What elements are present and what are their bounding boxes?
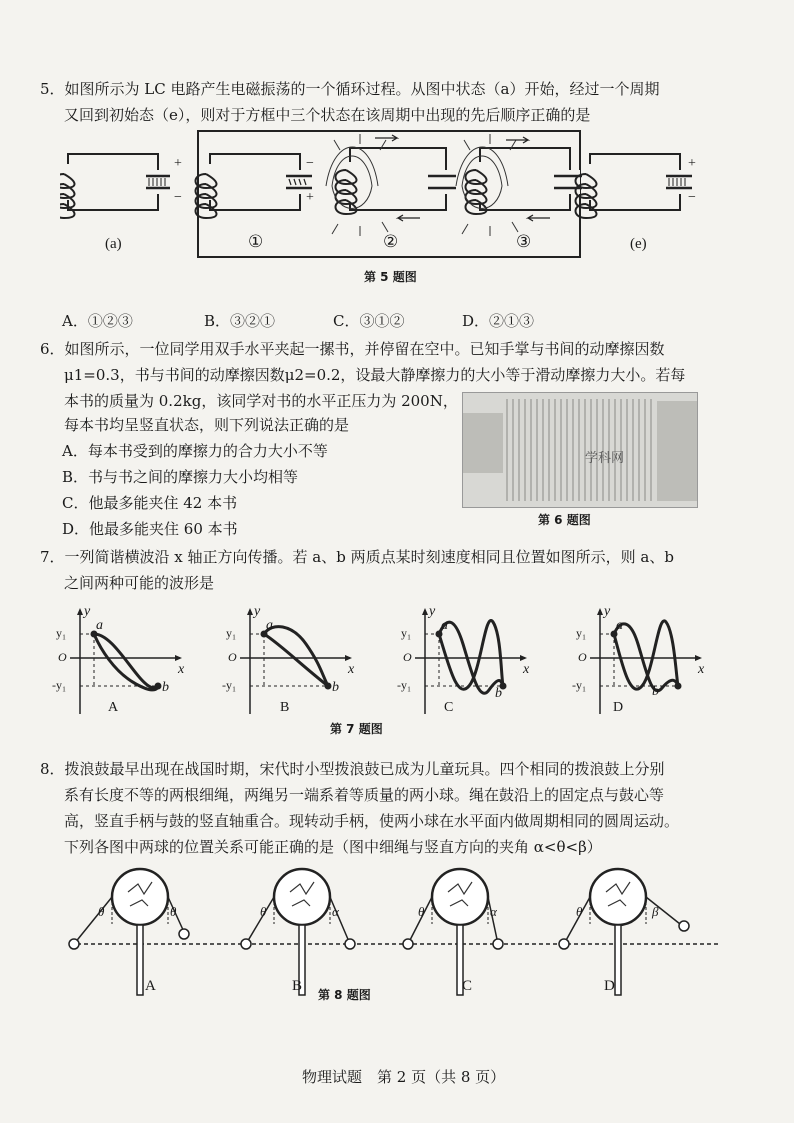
q5-minus-e: − (688, 190, 696, 205)
q7a-b: b (162, 680, 169, 695)
q6-option-c[interactable]: C．他最多能夹住 42 本书 (62, 494, 238, 512)
q7d-x: x (698, 662, 705, 677)
q7-panel-d-label: D (613, 700, 624, 715)
q7-panel-c-label: C (444, 700, 454, 715)
q7d-ny1: -y₁ (572, 678, 587, 692)
q7d-y: y (604, 604, 611, 619)
q7d-o: O (578, 650, 587, 664)
q6-option-b[interactable]: B．书与书之间的摩擦力大小均相等 (62, 468, 299, 486)
page-footer: 物理试题 第 2 页（共 8 页） (302, 1068, 506, 1086)
circuit-2 (326, 134, 456, 236)
q8c-alpha: α (490, 904, 497, 919)
q5-plus-e: + (688, 156, 696, 171)
q7-panel-a-label: A (108, 700, 119, 715)
q7b-ny1: -y₁ (222, 678, 237, 692)
q8a-theta2: θ (170, 904, 177, 919)
q7c-b: b (495, 686, 502, 701)
q6-books-photo (462, 392, 698, 508)
q7d-y1: y₁ (576, 626, 587, 640)
q5-label-1: ① (248, 232, 264, 252)
q7-panel-b-label: B (280, 700, 290, 715)
q7b-x: x (348, 662, 355, 677)
q5-option-d[interactable]: D．②①③ (462, 312, 535, 330)
q6-option-a[interactable]: A．每本书受到的摩擦力的合力大小不等 (62, 442, 328, 460)
q5-stem-line2: 又回到初始态（e），则对于方框中三个状态在该周期中出现的先后顺序正确的是 (64, 106, 591, 124)
q7-waveform-figure (40, 604, 740, 724)
q8-stem-line2: 系有长度不等的两根细绳，两绳另一端系着等质量的两小球。绳在鼓沿上的固定点与鼓心等 (64, 786, 665, 804)
circuit-a (60, 154, 170, 218)
q5-option-c[interactable]: C．③①② (333, 312, 405, 330)
q8-panel-d-label: D (604, 978, 615, 994)
q7b-b: b (332, 680, 339, 695)
q7-panel-a (70, 608, 185, 714)
q5-label-e: (e) (630, 236, 647, 252)
q5-minus-1: − (306, 156, 314, 171)
q7c-y: y (429, 604, 436, 619)
q8-panel-a-label: A (145, 978, 156, 994)
q7c-y1: y₁ (401, 626, 412, 640)
q8-panel-c-label: C (462, 978, 473, 994)
q5-stem-line1: 5．如图所示为 LC 电路产生电磁振荡的一个循环过程。从图中状态（a）开始，经过一个周期 (40, 80, 660, 98)
q8-drum-a (69, 869, 189, 995)
q7a-ny1: -y₁ (52, 678, 67, 692)
q8-drum-b (241, 869, 355, 995)
q6-option-d[interactable]: D．他最多能夹住 60 本书 (62, 520, 238, 538)
q7d-a: a (616, 618, 623, 633)
q6-stem-line1: 6．如图所示，一位同学用双手水平夹起一摞书，并停留在空中。已知手掌与书间的动摩擦因数 (40, 340, 665, 358)
q7c-a: a (441, 618, 448, 633)
q7b-a: a (266, 618, 273, 633)
q7a-y: y (84, 604, 91, 619)
q5-option-b[interactable]: B．③②① (204, 312, 276, 330)
q7-caption: 第 7 题图 (330, 722, 383, 736)
q5-plus-1: + (306, 190, 314, 205)
q7-panel-d (590, 608, 705, 714)
q8-drum-d (559, 869, 689, 995)
circuit-e (576, 154, 693, 218)
q5-label-2: ② (383, 232, 399, 252)
q8-drum-c (403, 869, 503, 995)
q7-stem-line2: 之间两种可能的波形是 (64, 574, 215, 592)
q8-stem-line4: 下列各图中两球的位置关系可能正确的是（图中细绳与竖直方向的夹角 α<θ<β） (64, 838, 602, 856)
q7-panel-b (240, 608, 355, 714)
q5-plus-a: + (174, 156, 182, 171)
q8d-theta: θ (576, 904, 583, 919)
circuit-3 (456, 134, 582, 236)
q8-panel-b-label: B (292, 978, 303, 994)
q7a-o: O (58, 650, 67, 664)
q7b-y1: y₁ (226, 626, 237, 640)
q5-label-3: ③ (516, 232, 532, 252)
q7b-y: y (254, 604, 261, 619)
q8d-beta: β (652, 904, 659, 919)
q6-stem-line3: 本书的质量为 0.2kg，该同学对书的水平正压力为 200N， (64, 392, 458, 410)
q5-label-a: (a) (105, 236, 122, 252)
q5-option-a[interactable]: A．①②③ (62, 312, 133, 330)
q7a-x: x (178, 662, 185, 677)
q7-stem-line1: 7．一列简谐横波沿 x 轴正方向传播。若 a、b 两质点某时刻速度相同且位置如图所示，则 a、b (40, 548, 674, 566)
q7c-ny1: -y₁ (397, 678, 412, 692)
q7b-o: O (228, 650, 237, 664)
q8-drum-figure (60, 862, 740, 1002)
q8-caption: 第 8 题图 (318, 988, 371, 1002)
q7a-y1: y₁ (56, 626, 67, 640)
q8-stem-line1: 8．拨浪鼓最早出现在战国时期，宋代时小型拨浪鼓已成为儿童玩具。四个相同的拨浪鼓上分别 (40, 760, 665, 778)
q6-watermark: 学科网 (585, 451, 625, 466)
q7a-a: a (96, 618, 103, 633)
q7c-x: x (523, 662, 530, 677)
q8b-alpha: α (332, 904, 339, 919)
q8-stem-line3: 高，竖直手柄与鼓的竖直轴重合。现转动手柄，使两小球在水平面内做周期相同的圆周运动。 (64, 812, 680, 830)
q8a-theta: θ (98, 904, 105, 919)
circuit-1 (196, 154, 313, 218)
q7c-o: O (403, 650, 412, 664)
q8c-theta: θ (418, 904, 425, 919)
q7-panel-c (415, 608, 530, 714)
q5-minus-a: − (174, 190, 182, 205)
q6-caption: 第 6 题图 (538, 513, 591, 527)
q7d-b: b (652, 684, 659, 699)
q6-stem-line2: μ1=0.3，书与书间的动摩擦因数μ2=0.2，设最大静摩擦力的大小等于滑动摩擦力大小。若每 (64, 366, 686, 384)
q6-stem-line4: 每本书均呈竖直状态，则下列说法正确的是 (64, 416, 350, 434)
q5-caption: 第 5 题图 (364, 270, 417, 284)
q8b-theta: θ (260, 904, 267, 919)
